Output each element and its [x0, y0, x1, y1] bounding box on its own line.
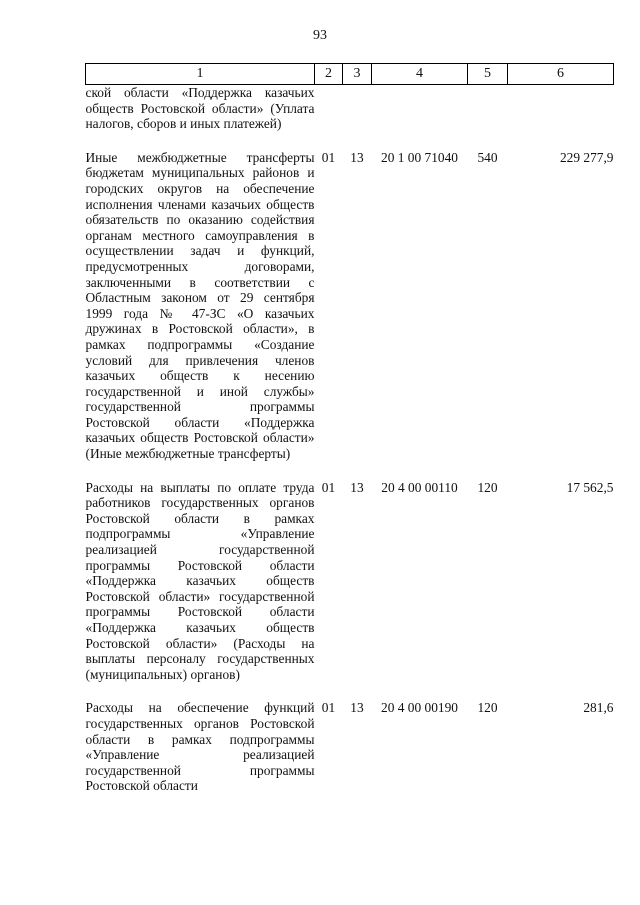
row-target-article: 20 4 00 00190 [381, 700, 458, 716]
row-expense-type [468, 85, 508, 132]
row-section: 01 [321, 700, 336, 716]
page-number: 93 [313, 28, 327, 43]
header-col-5: 5 [468, 64, 508, 85]
row-section: 01 [321, 149, 336, 165]
row-subsection: 13 [350, 149, 364, 165]
row-section: 01 [321, 479, 336, 495]
row-target-article: 20 1 00 71040 [381, 149, 458, 165]
row-expense-type: 120 [477, 479, 498, 495]
budget-table [85, 63, 614, 794]
table-row [86, 85, 614, 132]
row-target-article: 20 4 00 00110 [381, 479, 458, 495]
header-col-4: 4 [372, 64, 468, 85]
header-col-2: 2 [315, 64, 343, 85]
header-col-3: 3 [343, 64, 372, 85]
row-amount: 17 562,5 [566, 479, 614, 495]
table-row [86, 150, 614, 462]
row-section [315, 85, 343, 132]
row-description: ской области «Поддержка казачьих обществ Ростовской области» (Уплата налогов, сборов и иных платежей) [85, 85, 315, 132]
row-subsection: 13 [350, 479, 364, 495]
row-description: Расходы на выплаты по оплате труда работников государственных органов Ростовской области в рамках подпрограммы «Управление реализацией государственной программы Ростовской области «Поддержка казачьих обществ Ростовской области» государственной программы Ростовской области «Поддержка казачьих обществ Ростовской области» (Расходы на выплаты персоналу государственных (муниципальных) органов) [85, 479, 315, 682]
row-amount [508, 85, 614, 132]
row-description: Иные межбюджетные трансферты бюджетам муниципальных районов и городских округов на обеспечение исполнения членами казачьих обществ обязательств по оказанию содействия органам местного самоуправления в осуществлении задач и функций, предусмотренных договорами, заключенными в соответствии с Областным законом от 29 сентября 1999 года № 47-ЗС «О казачьих дружинах в Ростовской области», в рамках подпрограммы «Создание условий для привлечения членов казачьих обществ к несению государственной и иной службы» государственной программы Ростовской области «Поддержка казачьих обществ Ростовской области» (Иные межбюджетные трансферты) [85, 149, 315, 462]
row-expense-type: 120 [477, 700, 498, 716]
row-amount: 281,6 [583, 700, 614, 716]
header-row [86, 64, 614, 85]
header-col-1: 1 [86, 64, 315, 85]
row-amount: 229 277,9 [559, 149, 614, 165]
table-row [86, 480, 614, 683]
row-subsection [343, 85, 372, 132]
row-description: Расходы на обеспечение функций государственных органов Ростовской области в рамках подпрограммы «Управление реализацией государственной программы Ростовской области [85, 700, 315, 794]
row-expense-type: 540 [477, 149, 498, 165]
row-subsection: 13 [350, 700, 364, 716]
table-row [86, 700, 614, 794]
row-target-article [372, 85, 468, 132]
header-col-6: 6 [508, 64, 614, 85]
